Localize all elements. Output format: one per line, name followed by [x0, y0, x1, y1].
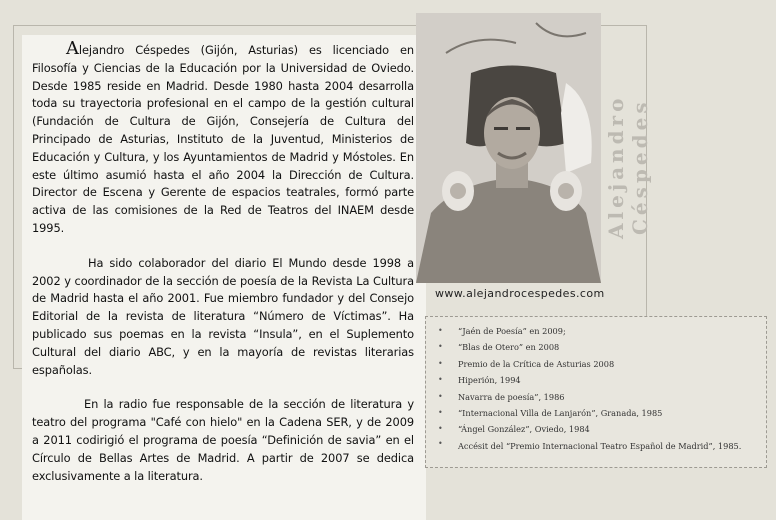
award-item [438, 405, 760, 421]
awards-list [426, 317, 766, 452]
award-text: Accésit del “Premio Internacional Teatro Español de Madrid”, 1985. [458, 440, 742, 451]
bullet-icon: • [438, 375, 443, 385]
award-text: “Jaén de Poesía” en 2009; [458, 326, 566, 336]
bullet-icon: • [438, 391, 443, 401]
drop-cap: A [66, 38, 79, 59]
award-item [438, 323, 760, 339]
bullet-icon: • [438, 424, 443, 434]
award-item [438, 438, 760, 453]
award-item [438, 421, 760, 437]
website-link[interactable]: www.alejandrocespedes.com [435, 287, 605, 300]
award-text: “Ángel González”, Oviedo, 1984 [458, 424, 590, 435]
bullet-icon: • [438, 342, 443, 352]
award-text: Premio de la Crítica de Asturias 2008 [458, 358, 615, 369]
award-item [438, 389, 760, 405]
awards-box [425, 316, 767, 468]
award-text: Hiperión, 1994 [458, 375, 521, 386]
bio-paragraph-2: Ha sido colaborador del diario El Mundo desde 1998 a 2002 y coordinador de la sección de poesía de la Revista La Cultura de Madrid hasta el año 2001. Fue miembro fundador y del Consejo Editorial de la revista de literatura “Número de Víctimas”. Ha publicado sus poemas en la revista “Insula”, en el Suplemento Cultural del diario ABC, y en la mayoría de revistas literarias españolas. [32, 255, 414, 377]
award-text: “Blas de Otero” en 2008 [458, 342, 560, 353]
award-text: Navarra de poesía”, 1986 [458, 391, 565, 402]
bullet-icon: • [438, 326, 443, 335]
bio-paragraph-3: En la radio fue responsable de la sección de literatura y teatro del programa "Café con hielo" en la Cadena SER, y de 2009 a 2011 codirigió el programa de poesía “Definición de savia” en el Círculo de Bellas Artes de Madrid. A partir de 2007 se dedica exclusivamente a la literatura. [32, 397, 414, 483]
photo-icon [416, 13, 601, 283]
author-photo [416, 13, 601, 283]
vertical-name-title: Alejandro Céspedes [604, 94, 652, 240]
award-item [438, 356, 760, 372]
bio-paragraph-1-text: lejandro Céspedes (Gijón, Asturias) es licenciado en Filosofía y Ciencias de la Educación por la Universidad de Oviedo. Desde 1985 reside en Madrid. Desde 1980 hasta 2004 desarrolla toda su trayectoria profesional en el campo de la gestión cultural (Fundación de Cultura de Gijón, Consejería de Cultura del Principado de Asturias, Instituto de la Juventud, Ministerios de Educación y Cultura, y los Ayuntamientos de Madrid y Móstoles. En este último asumió hasta el año 2004 la Dirección de Cultura. Director de Escena y Gerente de espacios teatrales, formó parte activa de las comisiones de la Red de Teatros del INAEM desde 1995. [32, 43, 414, 235]
award-item [438, 372, 760, 388]
award-text: “Internacional Villa de Lanjarón”, Granada, 1985 [458, 408, 663, 419]
biography-text [32, 40, 414, 485]
bullet-icon: • [438, 358, 443, 368]
bullet-icon: • [438, 408, 443, 418]
bullet-icon: • [438, 438, 443, 448]
award-item [438, 339, 760, 355]
bio-paragraph-1 [32, 40, 414, 238]
